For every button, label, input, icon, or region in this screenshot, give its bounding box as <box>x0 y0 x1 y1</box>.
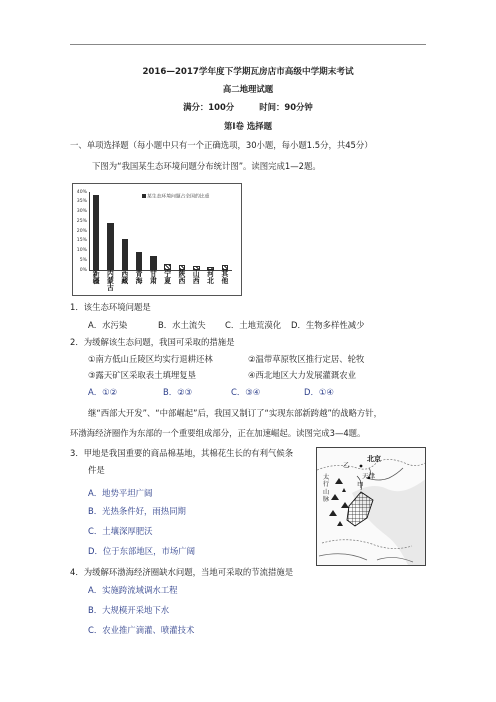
q2-measure-3: ③露天矿区采取表土填埋复垦 <box>88 370 197 380</box>
y-tick-label: 25% <box>76 218 87 224</box>
q2-measure-1: ①南方低山丘陵区均实行退耕还林 <box>88 354 213 364</box>
map-label-mountain: 太行山脉 <box>323 474 330 504</box>
volume-title: 第Ⅰ卷 选择题 <box>224 121 272 131</box>
q1-stem: 1．该生态环境问题是 <box>70 302 151 312</box>
x-tick-label: 西 藏 <box>121 270 129 285</box>
x-tick-label: 内 蒙 古 <box>107 270 114 292</box>
q1-option-c: C．土地荒漠化 <box>225 320 282 330</box>
score-time-line: 满分：100分 时间：90分钟 <box>183 102 313 112</box>
y-tick-label: 0% <box>79 267 87 273</box>
q2-option-b: B．②③ <box>163 387 193 397</box>
subject-title: 高二地理试题 <box>222 84 274 94</box>
map-label-tianjin: 天津 <box>362 472 375 480</box>
bar-chart <box>72 183 242 296</box>
map-label-b: 乙 <box>343 461 350 469</box>
legend-label: 某生态环境问题占全国的比重 <box>147 194 210 200</box>
q3-option-a: A．地势平坦广阔 <box>88 488 153 498</box>
bar-0 <box>93 195 100 270</box>
chart-legend <box>142 194 209 200</box>
map-label-jia: 甲 <box>357 481 364 489</box>
q4-option-c: C．农业推广滴灌、喷灌技术 <box>88 625 195 635</box>
q2-option-a: A．①② <box>88 387 118 397</box>
intro2-line2: 环渤海经济圈作为东部的一个重要组成部分，正在加速崛起。读图完成3—4题。 <box>70 428 366 438</box>
q3-option-d: D．位于东部地区，市场广阔 <box>88 546 195 556</box>
q3-option-c: C．土壤深厚肥沃 <box>88 526 153 536</box>
q1-option-b: B．水土流失 <box>158 320 206 330</box>
q1-option-a: A．水污染 <box>88 320 128 330</box>
map-graphic <box>317 448 426 566</box>
q2-measure-2: ②温带草原牧区推行定居、轮牧 <box>248 354 365 364</box>
q4-option-b: B．大规模开采地下水 <box>88 605 170 615</box>
chart-intro: 下图为“我国某生态环境问题分布统计图”。读图完成1—2题。 <box>92 161 321 171</box>
exam-title: 2016—2017学年度下学期瓦房店市高级中学期末考试 <box>142 67 354 77</box>
y-tick-label: 15% <box>76 238 87 244</box>
intro2-line1: 继“西部大开发”、“中部崛起”后，我国又制订了“实现东部新跨越”的战略方针， <box>88 408 383 418</box>
mountain-icon <box>329 478 349 516</box>
q2-measure-4: ④西北地区大力发展灌溉农业 <box>248 370 357 380</box>
x-tick-label: 甘 肃 <box>149 270 157 285</box>
bohai-map <box>316 447 426 566</box>
y-axis <box>89 192 90 270</box>
q1-option-d: D．生物多样性减少 <box>291 320 365 330</box>
q3-stem-cont: 件是 <box>88 465 105 475</box>
q3-stem: 3．甲地是我国重要的商品棉基地，其棉花生长的有利气候条 <box>70 448 294 458</box>
y-tick-label: 30% <box>76 209 87 214</box>
y-tick-label: 20% <box>76 228 87 234</box>
q4-option-a: A．实施跨流域调水工程 <box>88 585 178 595</box>
q4-stem: 4．为缓解环渤海经济圈缺水问题，当地可采取的节流措施是 <box>70 567 294 577</box>
section-heading: 一、单项选择题（每小题中只有一个正确选项，30小题，每小题1.5分，共45分） <box>70 140 373 150</box>
y-tick-label: 10% <box>76 248 87 253</box>
q2-option-d: D．①④ <box>304 387 334 397</box>
q3-option-b: B．光热条件好，雨热同期 <box>88 506 186 516</box>
x-tick-label: 其 他 <box>221 270 229 285</box>
q2-stem: 2．为缓解该生态问题，我国可采取的措施是 <box>70 337 235 347</box>
bar-1 <box>107 223 114 270</box>
y-tick-label: 35% <box>76 199 87 205</box>
y-tick-label: 5% <box>79 257 87 263</box>
y-tick-label: 40% <box>76 189 87 195</box>
map-label-beijing: 北京 <box>367 455 381 463</box>
bar-4 <box>150 256 157 270</box>
x-tick-label: 河 北 <box>207 270 214 285</box>
bar-2 <box>122 239 129 270</box>
x-tick-label: 山 西 <box>192 270 200 285</box>
bar-3 <box>136 252 143 270</box>
x-tick-label: 青 海 <box>135 270 143 285</box>
q2-option-c: C．③④ <box>231 387 261 397</box>
x-tick-label: 陕 西 <box>178 270 186 285</box>
x-tick-label: 宁 夏 <box>164 270 172 285</box>
top-rule <box>70 44 426 45</box>
x-tick-label: 新 疆 <box>92 270 100 285</box>
legend-swatch <box>142 194 146 198</box>
